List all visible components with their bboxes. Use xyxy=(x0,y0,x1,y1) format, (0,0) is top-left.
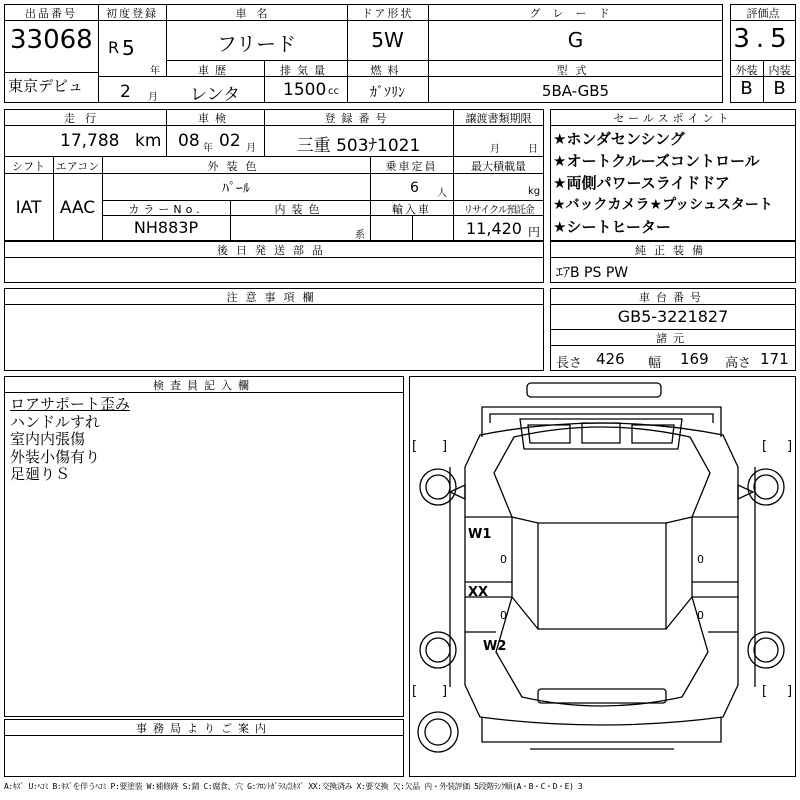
length-value: 426 xyxy=(596,350,625,368)
legend-footer: A:ｷｽﾞ U:ﾍｺﾐ B:ｷｽﾞを伴うﾍｺﾐ P:要塗装 W:補修跡 S:錆 C:腐食、穴 G:ﾌﾛﾝﾄｶﾞﾗｽ点ｷｽﾞ XX:交換済み X:要交換 欠:欠品 内・外装評価 5段階ﾗﾝｸ順(A・B・C・D・E) 3 xyxy=(4,782,583,791)
inspector-note-4: 外装小傷有り xyxy=(10,447,101,466)
caution-label: 注意事項欄 xyxy=(226,291,322,304)
car-outline-svg xyxy=(410,377,795,776)
bracket-right-3: ] xyxy=(442,684,448,699)
dims-label: 諸元 xyxy=(656,332,690,345)
fuel: ｶﾞｿﾘﾝ xyxy=(370,85,405,101)
capacity-label: 乗車定員 xyxy=(385,160,438,173)
transfer-month-unit: 月 xyxy=(490,144,500,155)
load-unit: kg xyxy=(528,186,541,197)
chassis-number: GB5-3221827 xyxy=(617,307,729,326)
shift: IAT xyxy=(15,198,42,218)
inspection-month-unit: 月 xyxy=(246,143,256,154)
interior-color-label: 内装色 xyxy=(274,203,326,216)
plate-label: 登録番号 xyxy=(324,112,393,125)
door: 5W xyxy=(371,28,404,52)
inspection-label: 車検 xyxy=(198,112,232,125)
length-label: 長さ xyxy=(556,356,583,371)
damage-mark-w1: W1 xyxy=(468,527,492,542)
grade-label: グレード xyxy=(529,7,622,20)
zero-mark-4: 0 xyxy=(697,609,704,622)
chassis-label: 車台番号 xyxy=(639,291,707,304)
shift-label: シフト xyxy=(12,160,45,173)
equipment-label: 純正装備 xyxy=(635,244,711,257)
color-no-label: カラーNo. xyxy=(128,203,204,216)
inspection-month: 02 xyxy=(219,131,241,151)
recycle-label: リサイクル預託金 xyxy=(463,205,534,216)
later-parts-label: 後日発送部品 xyxy=(217,244,331,257)
bracket-right-2: ] xyxy=(787,439,793,454)
car-name-label: 車名 xyxy=(235,7,278,20)
mileage-unit: km xyxy=(135,131,162,151)
mileage: 17,788 xyxy=(60,131,120,151)
bracket-left-3: [ xyxy=(412,684,418,699)
zero-mark-2: 0 xyxy=(500,609,507,622)
bracket-right-4: ] xyxy=(787,684,793,699)
interior-color-unit: 系 xyxy=(355,230,365,241)
inspection-year: 08 xyxy=(178,131,200,151)
score-label: 評価点 xyxy=(746,7,780,20)
ac-label: エアコン xyxy=(55,160,100,173)
inspector-note-2: ハンドルすれ xyxy=(10,412,101,431)
month: 2 xyxy=(120,82,131,102)
exterior-label: 外装 xyxy=(735,64,758,77)
recycle-unit: 円 xyxy=(528,225,541,239)
transfer-label: 譲渡書類期限 xyxy=(465,112,532,125)
fuel-label: 燃料 xyxy=(370,64,405,77)
car-name: フリード xyxy=(216,32,297,56)
ac: AAC xyxy=(59,198,96,218)
color-no: NH883P xyxy=(133,218,199,237)
inspection-year-unit: 年 xyxy=(203,143,213,154)
sales-point-4: ★バックカメラ★プッシュスタート xyxy=(553,197,773,213)
score: 3.5 xyxy=(733,24,793,54)
history: レンタ xyxy=(190,85,240,105)
office-label: 事務局よりご案内 xyxy=(136,722,272,735)
era: R xyxy=(108,38,120,57)
spec-block xyxy=(4,109,544,241)
bracket-right-1: ] xyxy=(442,439,448,454)
width-label: 幅 xyxy=(648,356,662,371)
inspector-note-1: ロアサポート歪み xyxy=(10,395,131,413)
sales-points-label: セールスポイント xyxy=(613,112,733,125)
auction-site: 東京デビュ xyxy=(8,77,84,95)
model-label: 型式 xyxy=(556,64,595,77)
inspector-note-3: 室内内張傷 xyxy=(10,430,86,448)
height-label: 高さ xyxy=(725,356,752,371)
width-value: 169 xyxy=(680,350,709,368)
year: 5 xyxy=(122,36,135,60)
sales-point-2: ★オートクルーズコントロール xyxy=(553,152,760,170)
color-label: 外装色 xyxy=(207,160,265,173)
displacement-label: 排気量 xyxy=(280,64,331,77)
first-reg-label: 初度登録 xyxy=(106,7,158,20)
history-label: 車歴 xyxy=(198,64,232,77)
transfer-day-unit: 日 xyxy=(528,144,538,155)
exterior-color: ﾊﾟｰﾙ xyxy=(222,181,250,197)
capacity: 6 xyxy=(410,180,419,196)
inspector-label: 検査員記入欄 xyxy=(153,379,255,392)
zero-mark-1: 0 xyxy=(500,553,507,566)
bracket-left-1: [ xyxy=(412,439,418,454)
inspector-note-5: 足廻りＳ xyxy=(10,465,71,483)
lot-no: 33068 xyxy=(10,25,93,55)
interior-grade: B xyxy=(773,78,786,99)
exterior-grade: B xyxy=(740,78,753,99)
zero-mark-3: 0 xyxy=(697,553,704,566)
sales-point-5: ★シートヒーター xyxy=(553,218,671,236)
displacement: 1500 xyxy=(283,80,327,100)
mileage-label: 走行 xyxy=(64,112,106,125)
displacement-unit: cc xyxy=(328,86,339,97)
recycle: 11,420 xyxy=(466,219,522,238)
import-label: 輸入車 xyxy=(392,203,431,216)
month-unit: 月 xyxy=(148,92,158,103)
lot-no-label: 出品番号 xyxy=(25,7,77,20)
door-label: ドア形状 xyxy=(361,7,414,20)
year-unit: 年 xyxy=(150,66,160,77)
car-diagram xyxy=(409,376,796,777)
model: 5BA-GB5 xyxy=(541,82,610,100)
bracket-left-2: [ xyxy=(762,439,768,454)
damage-mark-w2: W2 xyxy=(483,639,507,654)
height-value: 171 xyxy=(760,350,789,368)
sales-point-1: ★ホンダセンシング xyxy=(553,130,685,148)
grade: G xyxy=(567,28,584,52)
equipment-value: ｴｱB PS PW xyxy=(556,265,629,281)
load-label: 最大積載量 xyxy=(471,160,526,173)
bracket-left-4: [ xyxy=(762,684,768,699)
plate: 三重 503ﾅ1021 xyxy=(296,136,421,156)
interior-label: 内装 xyxy=(768,64,791,77)
capacity-unit: 人 xyxy=(437,188,447,199)
sales-point-3: ★両側パワースライドドア xyxy=(553,174,730,192)
damage-mark-xx: XX xyxy=(468,585,489,600)
